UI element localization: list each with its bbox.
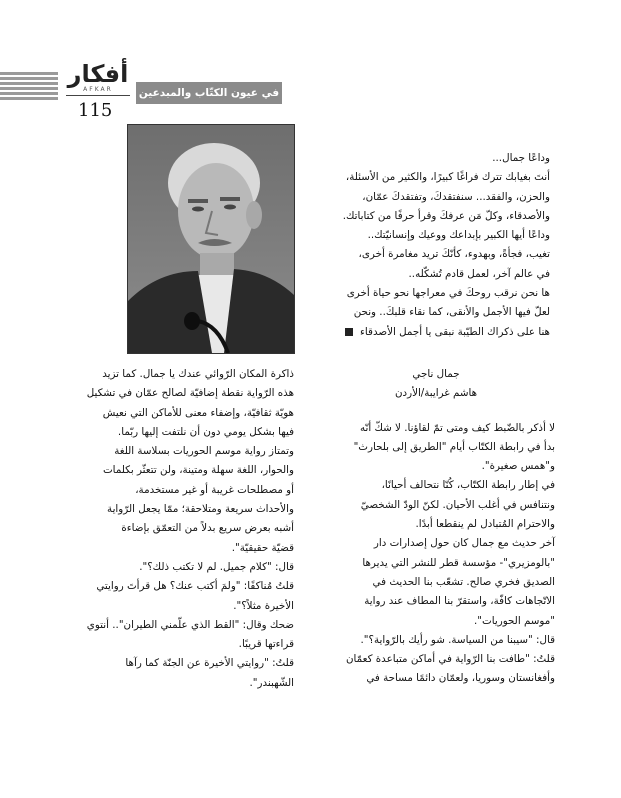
header-stripes [0,72,58,102]
body-line: "بالومزيري"- مؤسسة قطر للنشر التي يديرها [362,556,555,569]
body-line: قال: "سيبنا من السياسة. شو رأيك بالرّواية؟". [360,633,555,646]
elegy-line: وداعًا أيها الكبير بإبداعك ووعيك وإنسانيّتك.. [367,229,550,242]
body-line: آخر حديث مع جمال كان حول إصدارات دار [373,537,555,550]
elegy-last-line [337,323,550,342]
section-title: في عيون الكتّاب والمبدعين [136,82,282,104]
body-line: قراءتها قريبًا. [238,638,294,651]
elegy-line: هنا على ذكراك الطيّبة نبقى يا أجمل الأصدقاء [360,325,550,338]
elegy-line: والحزن، والفقد... سنفتقدكَ، وتفتقدكَ عمّان، [362,190,550,203]
body-line: الأخيرة مثلاً؟". [233,599,294,612]
elegy-line: والأصدقاء، وكلّ مَن عرفكَ وقرأ حرفًا من كتاباتك. [342,209,550,222]
elegy-line: تغيب، فجأةً، وبهدوء، كأنّكَ تريد مغامرة أخرى، [358,248,550,261]
magazine-logo [66,62,130,93]
body-line: قلتُ: "روايتي الأخيرة عن الجنّة كما رآها [125,657,294,670]
body-line: والحوار، اللغة سهلة ومتينة، ولن تتعثّر بكلمات [102,464,294,477]
end-mark [345,328,353,336]
logo-latin: AFKAR [83,86,113,93]
elegy-line: ها نحن نرقب روحكَ في معراجها نحو حياة أخرى [346,287,550,300]
page-number: 115 [78,100,113,121]
body-line: قلتُ مُناكفًا: "ولمَ أكتب عنك؟ هل قرأتَ روايتي [96,580,294,593]
body-line: والأحداث سريعة ومتلاحقة؛ ممّا يجعل الرّواية [107,503,294,516]
body-line: وأفغانستان وسوريا، ولعمّان دائمًا مساحة في [366,672,555,685]
body-line: "موسم الحوريات". [474,614,555,627]
body-line: في إطار رابطة الكتّاب، كُنّا نتحالف أحيانًا، [381,479,555,492]
body-line: هذه الرّواية نقطة إضافيّة لصالح عمّان في تشكيل [86,387,294,400]
body-line: بدأ في رابطة الكتّاب أيام "الطريق إلى بلحارث" [353,440,555,453]
logo-divider [66,95,130,96]
elegy-line: وداعًا جمال... [492,152,550,164]
elegy-line: أنتَ بغيابك تترك فراغًا كبيرًا، والكثير من الأسئلة، [345,171,550,184]
body-line: أشبه بعرض سريع بدلاً من التعمّق بإضاءة [121,522,294,535]
body-line: الاتّجاهات كافّة، واستقرّ بنا المطاف عند رواية [364,595,555,608]
elegy-block [337,149,550,342]
body-line: ضحك وقال: "القط الذي علّمني الطيران".. أنتوي [86,618,294,631]
body-line: قال: "كلام جميل. لم لا تكتب ذلك؟". [139,560,294,573]
body-line: فيها بشكل يومي دون أن نلتفت إليها ربّما. [117,425,294,438]
logo-arabic: أفكار [67,60,129,88]
body-line: الشّهبندر". [249,676,294,689]
body-line: لا أذكر بالضّبط كيف ومتى تمّ لقاؤنا. لا شكّ أنّه [359,421,555,434]
body-line: أو مصطلحات غريبة أو غير مستخدمة، [135,483,294,496]
body-line: الصديق فخري صالح. تشعّب بنا الحديث في [372,575,555,588]
article-column-right [317,365,555,689]
article-byline: هاشم غرايبة/الأردن [394,387,478,400]
portrait-illustration [128,125,294,353]
body-line: وتمتاز رواية موسم الحوريات بسلاسة اللغة [114,445,294,458]
body-line: قضيّة حقيقيّة". [231,541,294,554]
article-title: جمال ناجي [412,368,460,380]
article-column-left [64,365,294,693]
portrait-photo [127,124,295,354]
elegy-line: لعلّ فيها الأجمل والأنقى، كما نقاء قلبكَ.. ونحن [353,306,550,319]
body-line: والاحترام المُتبادل لم ينقطعا أبدًا. [415,518,555,531]
body-line: ذاكرة المكان الرّوائي عندك يا جمال. كما تزيد [102,368,294,380]
body-line: ونتنافس في أغلب الأحيان. لكنّ الودّ الشخصيّ [360,498,555,511]
body-line: هويّة ثقافيّة، وإضفاء معنى للأماكن التي نعيش [102,406,294,419]
body-line: و"همس صغيرة". [481,460,555,473]
body-line: قلتُ: "طافت بنا الرّواية في أماكن متباعدة كعمّان [345,653,555,666]
elegy-line: في عالم آخر، لعمل قادم تُشكّله.. [408,267,550,280]
